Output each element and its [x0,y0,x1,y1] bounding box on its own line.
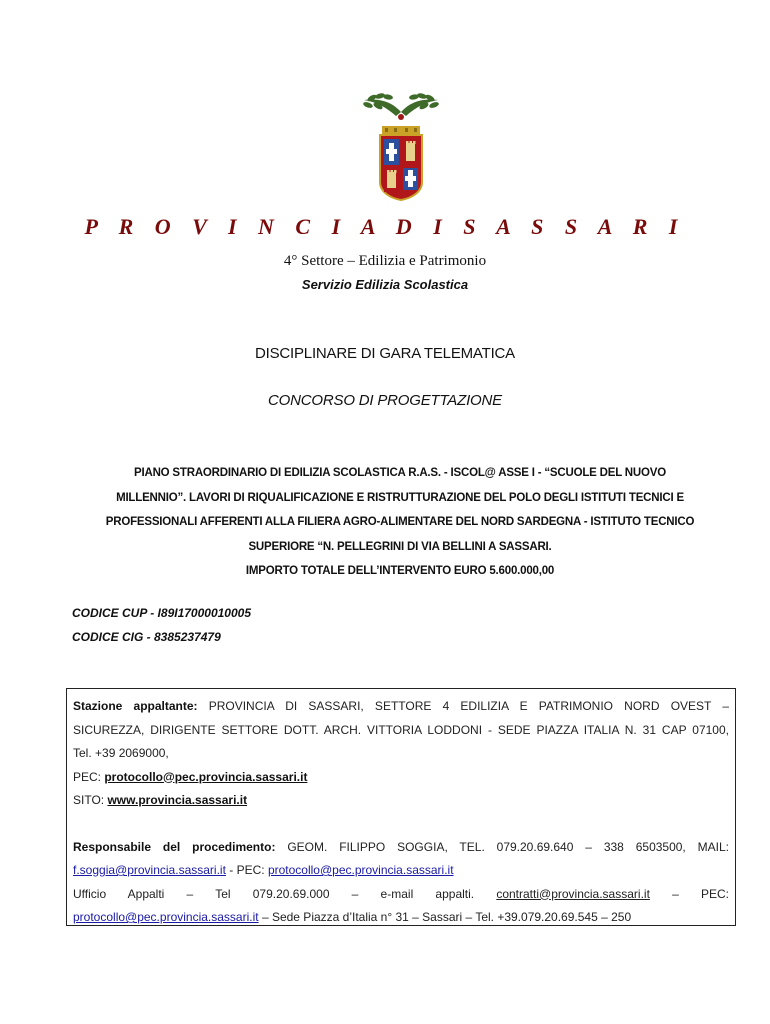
responsabile-email-link[interactable]: f.soggia@provincia.sassari.it [73,863,226,877]
contact-info-box [66,688,736,926]
stazione-line-3: Tel. +39 2069000, [73,746,169,760]
provincia-coat-of-arms-logo [358,90,444,202]
ufficio-line [73,883,729,907]
ufficio-pec-separator: – PEC: [649,886,729,901]
ufficio-pec-link[interactable]: protocollo@pec.provincia.sassari.it [73,910,259,924]
codice-cup: CODICE CUP - I89I17000010005 [72,606,251,620]
pec-separator: - PEC: [225,863,268,877]
pec-link[interactable]: protocollo@pec.provincia.sassari.it [104,769,308,784]
document-title: DISCIPLINARE DI GARA TELEMATICA [255,345,515,362]
provincia-title: P R O V I N C I A D I S A S S A R I [84,214,686,239]
codice-cig: CODICE CIG - 8385237479 [72,630,221,644]
stazione-line-2: SICUREZZA, DIRIGENTE SETTORE DOTT. ARCH. VITTORIA LODDONI - SEDE PIAZZA ITALIA N. 31 CAP 07100, [73,722,729,737]
ufficio-text: Ufficio Appalti – Tel 079.20.69.000 – e-mail appalti. [73,886,497,901]
spacer [73,813,729,836]
project-line: PROFESSIONALI AFFERENTI ALLA FILIERA AGRO-ALIMENTARE DEL NORD SARDEGNA - ISTITUTO TECNICO [105,516,695,528]
pec-label: PEC: [73,769,105,784]
responsabile-line-2 [73,859,729,883]
ufficio-email-link[interactable]: contratti@provincia.sassari.it [496,886,650,901]
servizio-subtitle: Servizio Edilizia Scolastica [301,277,469,292]
stazione-line-1 [73,695,729,719]
sede-text: – Sede Piazza d’Italia n° 31 – Sassari – Tel. +39.079.20.69.545 – 250 [258,910,632,924]
tender-codes [72,601,251,649]
document-subtitle: CONCORSO DI PROGETTAZIONE [268,392,502,409]
project-amount: IMPORTO TOTALE DELL’INTERVENTO EURO 5.600.000,00 [245,565,555,577]
sede-line [73,906,729,930]
sito-label: SITO: [73,793,108,807]
sito-link[interactable]: www.provincia.sassari.it [107,793,248,807]
project-line: MILLENNIO”. LAVORI DI RIQUALIFICAZIONE E RISTRUTTURAZIONE DEL POLO DEGLI ISTITUTI TECNICI E [116,491,684,504]
settore-subtitle: 4° Settore – Edilizia e Patrimonio [283,253,487,269]
project-description [70,461,730,584]
project-line: PIANO STRAORDINARIO DI EDILIZIA SCOLASTICA R.A.S. - ISCOL@ ASSE I - “SCUOLE DEL NUOVO [134,467,666,479]
stazione-text: PROVINCIA DI SASSARI, SETTORE 4 EDILIZIA E PATRIMONIO NORD OVEST – [197,699,729,713]
stazione-label: Stazione appaltante: [73,699,198,713]
project-line: SUPERIORE “N. PELLEGRINI DI VIA BELLINI A SASSARI. [248,540,552,553]
responsabile-line-1 [73,836,729,860]
sito-line [73,789,729,813]
responsabile-pec-link[interactable]: protocollo@pec.provincia.sassari.it [267,863,454,877]
responsabile-label: Responsabile del procedimento: [73,839,276,854]
responsabile-text: GEOM. FILIPPO SOGGIA, TEL. 079.20.69.640 – 338 6503500, MAIL: [275,839,729,854]
pec-line [73,766,729,790]
